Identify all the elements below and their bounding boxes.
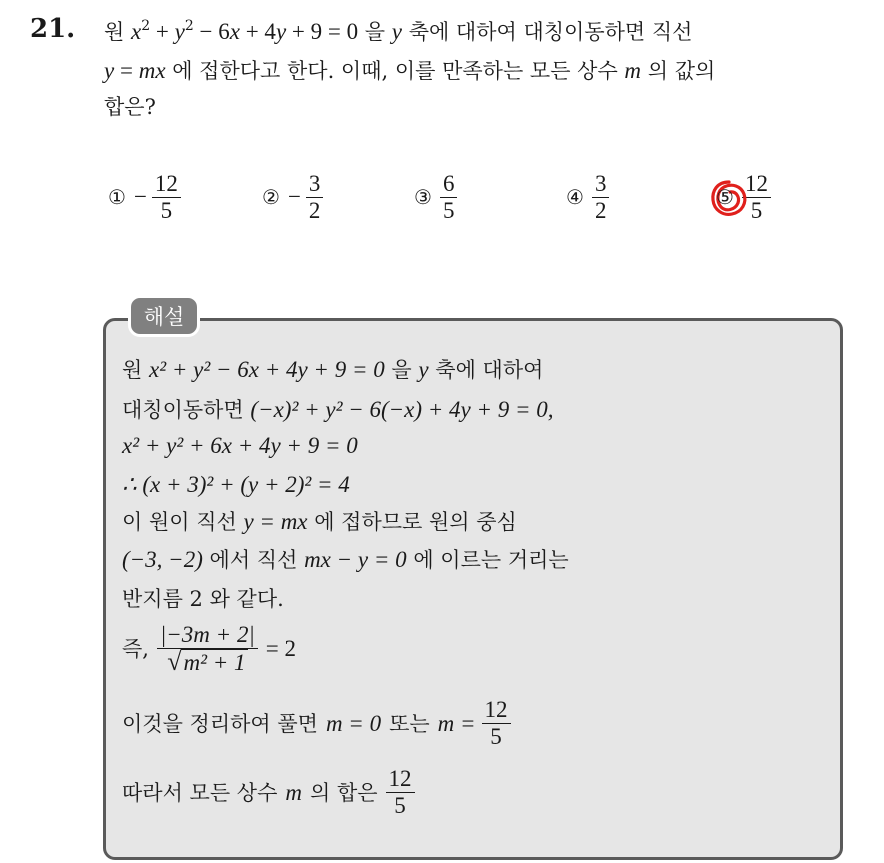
solution-math: m [285, 779, 302, 805]
solution-text: 에 접하므로 원의 중심 [314, 510, 517, 534]
solution-text: 이 원이 직선 [122, 510, 237, 534]
solution-math: x² + y² − 6x + 4y + 9 = 0 [148, 357, 385, 382]
solution-math: m = 0 [325, 710, 382, 736]
question-line-3 [104, 93, 156, 121]
choice-fraction [440, 171, 458, 224]
solution-math: m = [437, 710, 476, 736]
solution-line-1 [122, 356, 543, 384]
math-var: m [624, 58, 642, 83]
fraction-numerator: 3 [592, 171, 610, 198]
solution-text: 축에 대하여 [435, 358, 544, 382]
solution-text: 따라서 모든 상수 [122, 780, 278, 805]
choice-number: ④ [566, 185, 584, 209]
solution-line-10 [122, 766, 415, 819]
fraction-numerator: 12 [482, 697, 511, 724]
choice-sign: − [287, 184, 301, 209]
math-op: − 6 [193, 19, 230, 44]
solution-line-9 [122, 697, 511, 750]
math-var: mx [138, 58, 166, 83]
choice-4[interactable] [566, 168, 609, 226]
fraction-numerator: |−3m + 2| [157, 622, 258, 649]
fraction-denominator: 5 [160, 197, 173, 223]
choice-number: ① [108, 185, 126, 209]
math-op: + 4 [239, 19, 276, 44]
question-text: 을 [364, 20, 386, 44]
fraction-numerator: 12 [152, 171, 181, 198]
question-line-2 [104, 57, 715, 85]
math-var: y [174, 19, 185, 44]
distance-fraction [157, 622, 258, 676]
solution-text: 에 이르는 거리는 [413, 548, 569, 572]
question-text: 의 값의 [647, 59, 716, 83]
choice-3[interactable] [414, 168, 457, 226]
solution-line-7 [122, 585, 284, 613]
solution-math: mx − y = 0 [304, 547, 407, 572]
exponent: 2 [141, 18, 151, 34]
fraction-denominator: 5 [750, 197, 763, 223]
choice-sign: − [133, 184, 147, 209]
solution-text: 또는 [389, 711, 430, 736]
question-text: 축에 대하여 대칭이동하면 직선 [408, 20, 693, 44]
solution-math: = 2 [265, 636, 296, 661]
choice-number-label: ⑤ [716, 185, 734, 209]
fraction-denominator [164, 649, 250, 676]
solution-math: (−3, −2) [122, 547, 203, 572]
sum-fraction [386, 766, 415, 819]
fraction-denominator: 5 [394, 793, 406, 818]
math-op: + [150, 19, 175, 44]
solution-text: 을 [391, 358, 412, 382]
solution-text: 대칭이동하면 [122, 398, 244, 422]
fraction-denominator: 5 [490, 724, 502, 749]
choice-fraction [592, 171, 610, 224]
question-line-1 [104, 18, 692, 46]
math-var: y [104, 58, 115, 83]
math-op: + 9 = 0 [286, 19, 359, 44]
choice-number: ② [262, 185, 280, 209]
choice-fraction [306, 171, 324, 224]
fraction-denominator: 2 [308, 197, 321, 223]
choice-5[interactable] [716, 168, 771, 226]
choice-number-marked [716, 185, 734, 209]
solution-text: 반지름 2 와 같다. [122, 587, 284, 611]
choice-1[interactable] [108, 168, 181, 226]
fraction-denominator: 5 [442, 197, 455, 223]
solution-line-6 [122, 546, 569, 574]
solution-line-2 [122, 396, 554, 424]
answer-fraction [482, 697, 511, 750]
solution-text: 의 합은 [309, 780, 378, 805]
radicand: m² + 1 [183, 650, 246, 675]
solution-text: 원 [122, 358, 143, 382]
solution-math: y = mx [243, 509, 308, 534]
question-number: 21. [30, 14, 76, 44]
fraction-numerator: 3 [306, 171, 324, 198]
solution-tag: 해설 [128, 295, 200, 337]
solution-text: 에서 직선 [209, 548, 298, 572]
solution-math: x² + y² + 6x + 4y + 9 = 0 [122, 433, 358, 458]
fraction-denominator: 2 [594, 197, 607, 223]
solution-line-8 [122, 622, 296, 676]
math-var: x [229, 19, 240, 44]
fraction-numerator: 12 [386, 766, 415, 793]
solution-math: ∴ (x + 3)² + (y + 2)² = 4 [122, 472, 350, 497]
math-var: y [275, 19, 287, 44]
solution-math: (−x)² + y² − 6(−x) + 4y + 9 = 0, [250, 397, 554, 422]
solution-text: 즉, [122, 637, 149, 661]
solution-line-5 [122, 508, 517, 536]
fraction-numerator: 6 [440, 171, 458, 198]
math-var: y [391, 19, 402, 44]
question-text: 합은? [104, 95, 156, 119]
radical-icon: √ [167, 647, 182, 676]
solution-line-3 [122, 432, 358, 460]
choice-2[interactable] [262, 168, 323, 226]
solution-math: y [418, 357, 429, 382]
exponent: 2 [184, 18, 194, 34]
question-text: 에 접한다고 한다. 이때, 이를 만족하는 모든 상수 [172, 59, 618, 83]
solution-line-4 [122, 471, 350, 499]
solution-text: 이것을 정리하여 풀면 [122, 711, 318, 736]
sqrt-expression [167, 649, 247, 676]
question-text: 원 [104, 20, 125, 44]
choice-number: ③ [414, 185, 432, 209]
fraction-numerator: 12 [742, 171, 771, 198]
math-op: = [114, 58, 139, 83]
math-var: x [130, 19, 142, 44]
choice-fraction [152, 171, 181, 224]
